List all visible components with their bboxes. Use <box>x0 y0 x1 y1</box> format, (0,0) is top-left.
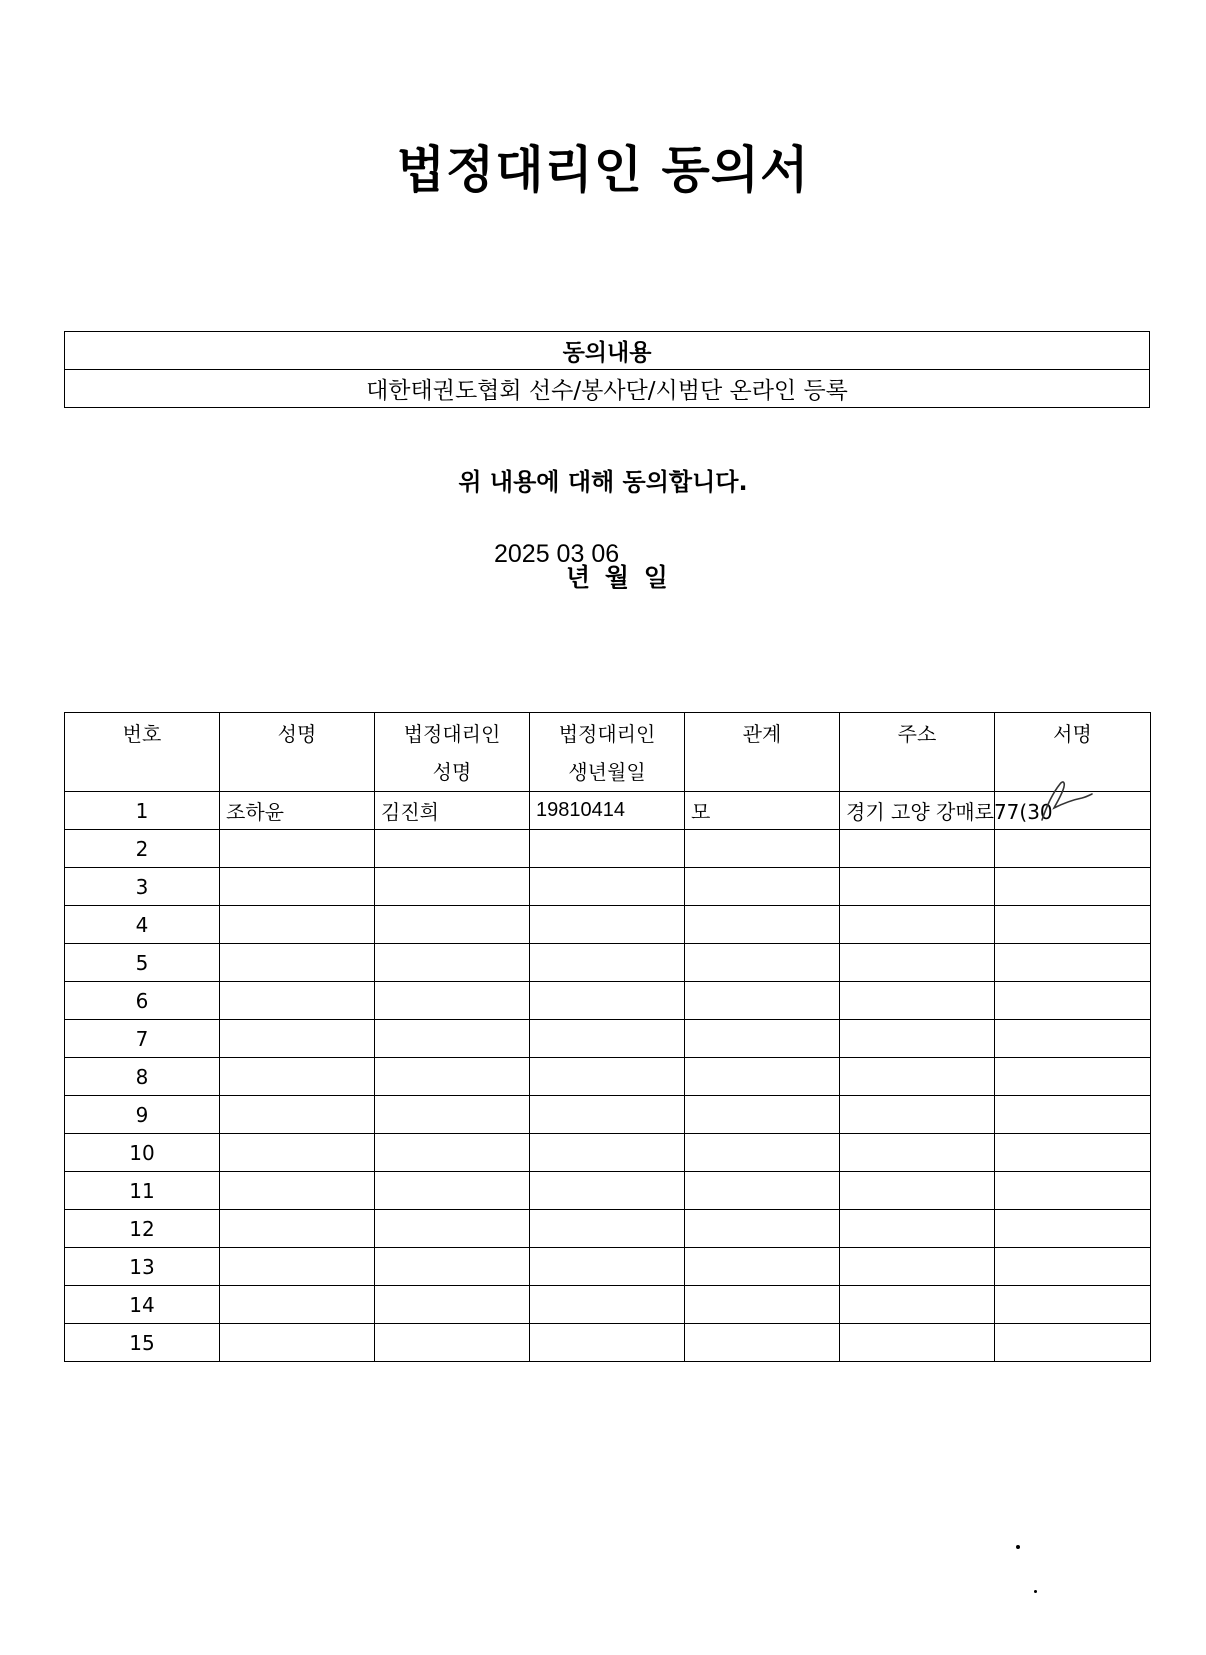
consent-content: 대한태권도협회 선수/봉사단/시범단 온라인 등록 <box>65 370 1150 408</box>
cell-relation[interactable] <box>685 906 840 944</box>
cell-guardian-name[interactable] <box>375 944 530 982</box>
cell-guardian-name[interactable] <box>375 1134 530 1172</box>
cell-guardian-name[interactable] <box>375 1210 530 1248</box>
cell-guardian-birth[interactable] <box>530 868 685 906</box>
agree-statement: 위 내용에 대해 동의합니다. <box>458 468 748 496</box>
table-row <box>65 944 1151 982</box>
cell-address[interactable] <box>840 868 995 906</box>
consent-header: 동의내용 <box>65 332 1150 370</box>
cell-name[interactable] <box>220 1248 375 1286</box>
cell-name[interactable] <box>220 1096 375 1134</box>
table-row <box>65 1058 1151 1096</box>
cell-relation[interactable] <box>685 1324 840 1362</box>
cell-guardian-name[interactable] <box>375 906 530 944</box>
table-row <box>65 982 1151 1020</box>
header-name: 성명 <box>220 713 375 792</box>
cell-address[interactable] <box>840 1210 995 1248</box>
cell-relation[interactable] <box>685 868 840 906</box>
cell-guardian-name[interactable] <box>375 868 530 906</box>
cell-name[interactable] <box>220 1134 375 1172</box>
cell-signature[interactable] <box>995 982 1151 1020</box>
row-number: 2 <box>65 830 220 868</box>
table-row <box>65 906 1151 944</box>
cell-address[interactable] <box>840 1286 995 1324</box>
cell-name[interactable] <box>220 1324 375 1362</box>
table-row <box>65 830 1151 868</box>
cell-guardian-name[interactable] <box>375 982 530 1020</box>
cell-address[interactable] <box>840 1096 995 1134</box>
row-number: 6 <box>65 982 220 1020</box>
table-row <box>65 1248 1151 1286</box>
cell-name[interactable] <box>220 1058 375 1096</box>
cell-signature[interactable] <box>995 1248 1151 1286</box>
table-row <box>65 1324 1151 1362</box>
cell-relation[interactable] <box>685 1134 840 1172</box>
table-row <box>65 868 1151 906</box>
cell-name[interactable] <box>220 982 375 1020</box>
cell-signature[interactable] <box>995 1172 1151 1210</box>
cell-guardian-birth[interactable] <box>530 906 685 944</box>
header-number: 번호 <box>65 713 220 792</box>
cell-guardian-birth[interactable] <box>530 1134 685 1172</box>
row-number: 7 <box>65 1020 220 1058</box>
cell-guardian-birth[interactable] <box>530 1210 685 1248</box>
cell-name[interactable] <box>220 868 375 906</box>
cell-address[interactable] <box>840 1020 995 1058</box>
table-body <box>65 792 1151 1362</box>
table-row <box>65 1020 1151 1058</box>
header-guardian-name: 법정대리인 성명 <box>375 713 530 792</box>
cell-relation[interactable] <box>685 1172 840 1210</box>
cell-signature[interactable] <box>995 1058 1151 1096</box>
row-number: 11 <box>65 1172 220 1210</box>
table-row <box>65 1210 1151 1248</box>
cell-relation[interactable] <box>685 1020 840 1058</box>
cell-guardian-birth[interactable] <box>530 982 685 1020</box>
cell-address[interactable] <box>840 1248 995 1286</box>
filled-date-value[interactable]: 2025 03 06 <box>494 540 620 568</box>
cell-signature[interactable] <box>995 1286 1151 1324</box>
cell-relation[interactable] <box>685 1096 840 1134</box>
row-number: 10 <box>65 1134 220 1172</box>
cell-guardian-birth[interactable]: 19810414 <box>530 792 685 830</box>
row-number: 9 <box>65 1096 220 1134</box>
cell-guardian-name[interactable] <box>375 1286 530 1324</box>
stray-mark <box>1034 1590 1037 1593</box>
document-title: 법정대리인 동의서 <box>396 141 810 199</box>
cell-relation[interactable] <box>685 1058 840 1096</box>
cell-name[interactable] <box>220 944 375 982</box>
consent-box <box>64 331 1150 408</box>
cell-guardian-birth[interactable] <box>530 1058 685 1096</box>
cell-name[interactable] <box>220 1286 375 1324</box>
cell-guardian-birth[interactable] <box>530 1324 685 1362</box>
cell-name[interactable] <box>220 1210 375 1248</box>
cell-address[interactable] <box>840 1172 995 1210</box>
cell-name[interactable] <box>220 906 375 944</box>
cell-address[interactable] <box>840 1324 995 1362</box>
cell-relation[interactable] <box>685 830 840 868</box>
cell-address[interactable]: 경기 고양 강매로77(30 <box>840 792 995 830</box>
row-number: 4 <box>65 906 220 944</box>
row-number: 5 <box>65 944 220 982</box>
cell-signature[interactable] <box>995 906 1151 944</box>
cell-guardian-birth[interactable] <box>530 1020 685 1058</box>
cell-relation[interactable] <box>685 1286 840 1324</box>
cell-name[interactable] <box>220 1020 375 1058</box>
row-number: 12 <box>65 1210 220 1248</box>
date-label: 년 월 일 <box>566 563 668 592</box>
header-signature: 서명 <box>995 713 1151 792</box>
cell-signature[interactable] <box>995 1134 1151 1172</box>
table-header-row <box>65 713 1151 792</box>
table-row <box>65 1172 1151 1210</box>
cell-signature[interactable] <box>995 1210 1151 1248</box>
cell-relation[interactable] <box>685 982 840 1020</box>
table-row <box>65 1286 1151 1324</box>
cell-signature[interactable] <box>995 1096 1151 1134</box>
cell-signature[interactable] <box>995 868 1151 906</box>
row-number: 1 <box>65 792 220 830</box>
cell-guardian-birth[interactable] <box>530 1172 685 1210</box>
handwritten-signature <box>1036 768 1100 824</box>
registration-table <box>64 712 1151 1362</box>
stray-mark <box>1016 1545 1020 1549</box>
header-address: 주소 <box>840 713 995 792</box>
cell-address[interactable] <box>840 982 995 1020</box>
table-row <box>65 1134 1151 1172</box>
row-number: 8 <box>65 1058 220 1096</box>
cell-address[interactable] <box>840 906 995 944</box>
cell-guardian-name[interactable] <box>375 830 530 868</box>
header-relation: 관계 <box>685 713 840 792</box>
cell-address[interactable] <box>840 830 995 868</box>
cell-guardian-birth[interactable] <box>530 1248 685 1286</box>
cell-signature[interactable] <box>995 1324 1151 1362</box>
cell-address[interactable] <box>840 1058 995 1096</box>
cell-guardian-name[interactable] <box>375 1172 530 1210</box>
cell-guardian-birth[interactable] <box>530 1096 685 1134</box>
cell-guardian-birth[interactable] <box>530 830 685 868</box>
cell-guardian-name[interactable] <box>375 1248 530 1286</box>
cell-name[interactable] <box>220 830 375 868</box>
row-number: 14 <box>65 1286 220 1324</box>
cell-guardian-name[interactable] <box>375 1324 530 1362</box>
row-number: 13 <box>65 1248 220 1286</box>
cell-guardian-name[interactable] <box>375 1096 530 1134</box>
header-guardian-birth: 법정대리인 생년월일 <box>530 713 685 792</box>
cell-guardian-birth[interactable] <box>530 1286 685 1324</box>
cell-guardian-name[interactable]: 김진희 <box>375 792 530 830</box>
cell-relation[interactable] <box>685 1248 840 1286</box>
row-number: 15 <box>65 1324 220 1362</box>
cell-signature[interactable] <box>995 944 1151 982</box>
table-row <box>65 1096 1151 1134</box>
cell-name[interactable]: 조하윤 <box>220 792 375 830</box>
cell-signature[interactable] <box>995 830 1151 868</box>
cell-relation[interactable] <box>685 1210 840 1248</box>
row-number: 3 <box>65 868 220 906</box>
cell-guardian-birth[interactable] <box>530 944 685 982</box>
cell-guardian-name[interactable] <box>375 1020 530 1058</box>
cell-relation[interactable] <box>685 944 840 982</box>
cell-relation[interactable]: 모 <box>685 792 840 830</box>
cell-name[interactable] <box>220 1172 375 1210</box>
cell-address[interactable] <box>840 944 995 982</box>
cell-guardian-name[interactable] <box>375 1058 530 1096</box>
cell-signature[interactable] <box>995 1020 1151 1058</box>
table-row <box>65 792 1151 830</box>
cell-address[interactable] <box>840 1134 995 1172</box>
